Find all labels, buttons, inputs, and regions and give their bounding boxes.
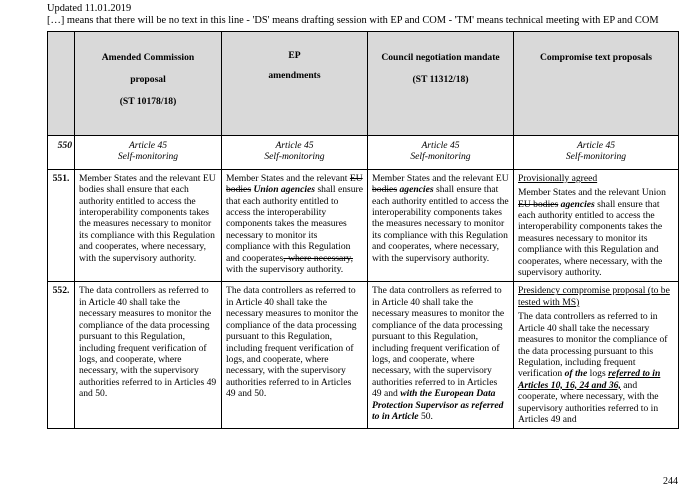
page-number: 244 bbox=[663, 476, 678, 487]
header-text: Council negotiation mandate bbox=[381, 52, 500, 63]
added-text: agencies bbox=[560, 198, 595, 210]
article-heading-cell bbox=[75, 136, 222, 170]
negotiation-table bbox=[47, 31, 679, 429]
added-text: of the bbox=[564, 368, 588, 380]
table-row-551 bbox=[48, 169, 679, 282]
header-text: proposal bbox=[130, 74, 166, 85]
commission-text-cell: Member States and the relevant EU bodies shall ensure that each authority entitled to access the interoperability components takes the measures necessary to monitor its compliance with this Regulation and cooperates, where necessary, with the supervisory authority. bbox=[75, 169, 222, 282]
header-text: Compromise text proposals bbox=[539, 52, 653, 63]
table-row-550 bbox=[48, 136, 679, 170]
legend-note: […] means that there will be no text in this line - 'DS' means drafting session with EP and COM - 'TM' means technical meeting with EP and COM bbox=[47, 15, 659, 26]
row-number: 550 bbox=[48, 136, 75, 170]
text-span: The data controllers as referred to in Article 40 shall take the necessary measures to monitor the compliance of the data processing pursuant to this Regulation, including frequent verification bbox=[518, 311, 668, 380]
header-text: amendments bbox=[268, 70, 321, 81]
article-title: Article 45 bbox=[576, 140, 616, 151]
deleted-text: EU bodies bbox=[518, 198, 559, 210]
row-number: 552. bbox=[48, 282, 75, 429]
council-text-cell bbox=[368, 282, 514, 429]
council-text-cell bbox=[368, 169, 514, 282]
article-subtitle: Self-monitoring bbox=[410, 151, 471, 163]
compromise-text-cell bbox=[514, 282, 679, 429]
text-span: logs bbox=[587, 368, 609, 380]
article-subtitle: Self-monitoring bbox=[117, 151, 179, 163]
header-text: (ST 11312/18) bbox=[412, 74, 469, 85]
ep-text-cell: The data controllers as referred to in Article 40 shall take the necessary measures to monitor the compliance of the data processing pursuant to this Regulation, including frequent verification of logs, and cooperate, where necessary, with the supervisory authorities referred to in Articles 49 and 50. bbox=[222, 282, 368, 429]
article-heading-cell bbox=[222, 136, 368, 170]
text-span: Member States and the relevant Union bbox=[518, 187, 666, 199]
header-text: EP bbox=[288, 50, 301, 61]
added-text: with the European Data Protection Supervisor as referred to in Article bbox=[372, 388, 504, 422]
deleted-text: EU bodies bbox=[226, 172, 363, 196]
article-heading-cell bbox=[368, 136, 514, 170]
article-title: Article 45 bbox=[275, 140, 314, 151]
table-header-row bbox=[48, 32, 679, 136]
text-span: shall ensure that each authority entitled to access the interoperability components takes the measures necessary to monitor its compliance with this Regulation and cooperates, where necessary, with the supervisory authority. bbox=[372, 184, 509, 264]
text-span: and cooperate, where necessary, with the supervisory authorities referred to in Articles 49 and bbox=[518, 379, 659, 425]
header-compromise-text bbox=[514, 32, 679, 136]
text-span: with the supervisory authority. bbox=[226, 264, 344, 276]
status-label: Presidency compromise proposal (to be tested with MS) bbox=[518, 285, 670, 308]
deleted-text: bodies bbox=[372, 184, 398, 196]
article-title: Article 45 bbox=[421, 140, 460, 151]
text-span: shall ensure that each authority entitled to access the interoperability components takes the measures necessary to monitor its compliance with this Regulation and cooperates bbox=[226, 184, 364, 264]
header-ep-amendments bbox=[222, 32, 368, 136]
header-commission-proposal bbox=[75, 32, 222, 136]
text-span: Member States and the relevant bbox=[226, 172, 350, 184]
updated-date: Updated 11.01.2019 bbox=[47, 3, 132, 14]
table-row-552 bbox=[48, 282, 679, 429]
text-span: The data controllers as referred to in Article 40 shall take the necessary measures to monitor the compliance of the data processing pursuant to this Regulation, including frequent verification of logs, and cooperate, where necessary, with the supervisory authorities referred to in Articles 49 and bbox=[372, 285, 505, 400]
added-text: Union agencies bbox=[253, 184, 316, 196]
header-text: (ST 10178/18) bbox=[119, 96, 177, 107]
article-heading-cell bbox=[514, 136, 679, 170]
status-label: Provisionally agreed bbox=[518, 172, 598, 184]
article-subtitle: Self-monitoring bbox=[565, 151, 627, 163]
text-span: Member States and the relevant EU bbox=[372, 172, 509, 184]
added-text: referred to in Articles 10, 16, 24 and 36, bbox=[518, 368, 661, 391]
row-number: 551. bbox=[48, 169, 75, 282]
added-text: agencies bbox=[399, 184, 434, 196]
ep-text-cell bbox=[222, 169, 368, 282]
compromise-text-cell bbox=[514, 169, 679, 282]
header-council-mandate bbox=[368, 32, 514, 136]
text-span: 50. bbox=[418, 410, 433, 422]
commission-text-cell: The data controllers as referred to in Article 40 shall take the necessary measures to monitor the compliance of the data processing pursuant to this Regulation, including frequent verification of logs, and cooperate, where necessary, with the supervisory authorities referred to in Articles 49 and 50. bbox=[75, 282, 222, 429]
deleted-text: , where necessary, bbox=[283, 252, 353, 264]
header-text: Amended Commission bbox=[101, 52, 195, 63]
text-span: shall ensure that each authority entitled to access the interoperability components takes the measures necessary to monitor its compliance with this Regulation and cooperates, where necessary, with the supervisory authority. bbox=[518, 198, 663, 279]
article-title: Article 45 bbox=[128, 140, 168, 151]
article-subtitle: Self-monitoring bbox=[264, 151, 325, 163]
header-num-cell bbox=[48, 32, 75, 136]
